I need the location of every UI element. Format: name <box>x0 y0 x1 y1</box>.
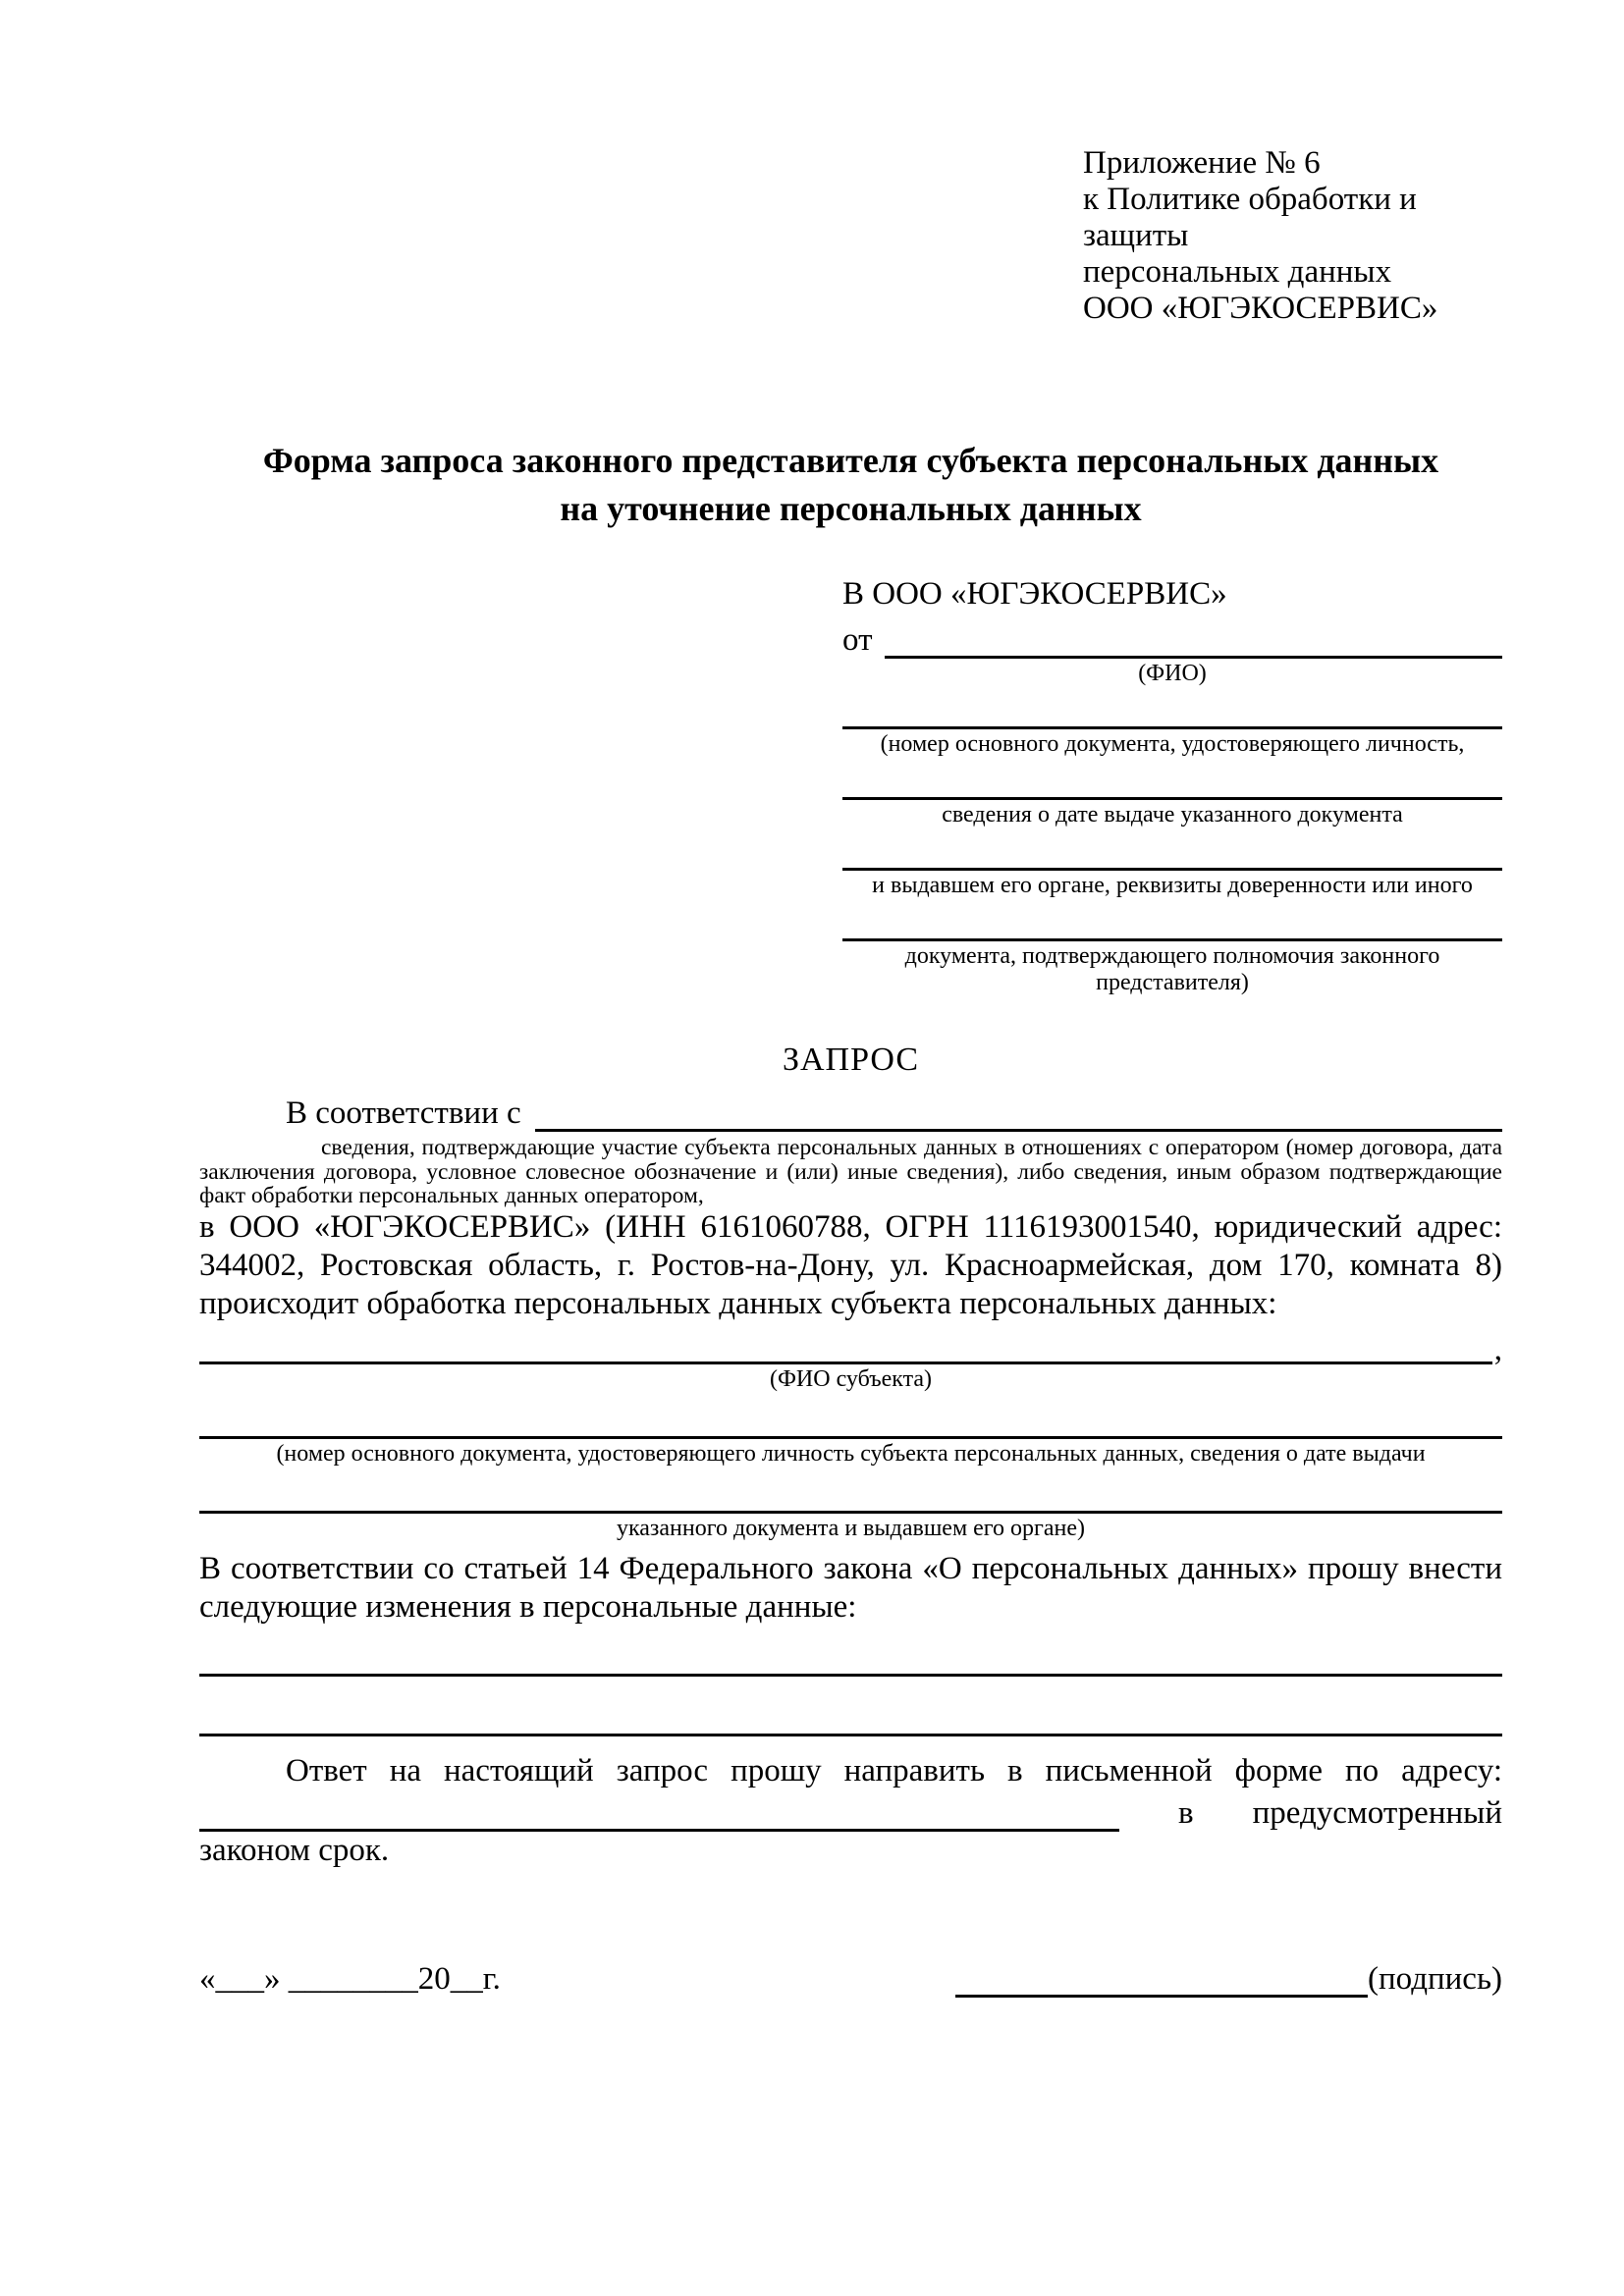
appendix-line-1: Приложение № 6 <box>1083 145 1321 181</box>
representative-document-blank <box>842 687 1502 729</box>
appendix-line-2: к Политике обработки и защиты <box>1083 182 1417 253</box>
from-label: от <box>842 622 873 658</box>
appendix-line-4: ООО «ЮГЭКОСЕРВИС» <box>1083 291 1438 326</box>
recipient-block <box>842 574 1502 996</box>
appendix-line-3: персональных данных <box>1083 254 1392 290</box>
amendment-paragraph: В соответствии со статьей 14 Федерального закона «О персональных данных» прошу внести следующие изменения в персональные данные: <box>199 1550 1502 1625</box>
issue-date-blank <box>842 758 1502 800</box>
from-row <box>842 614 1502 659</box>
signature-caption: (подпись) <box>1368 1960 1502 1997</box>
fine-print-note: сведения, подтверждающие участие субъекта персональных данных в отношениях с оператором (номер договора, дата заключения договора, условное словесное обозначение и (или) иные сведения), либо сведения, иным образом подтверждающие факт обработки персональных данных оператором, <box>199 1135 1502 1208</box>
request-heading: ЗАПРОС <box>782 1041 920 1078</box>
caption-subject-document-2: указанного документа и выдавшем его органе) <box>616 1515 1086 1541</box>
caption-fio: (ФИО) <box>1138 661 1207 686</box>
title-line-2: на уточнение персональных данных <box>560 489 1142 528</box>
reply-word-1: в <box>1178 1794 1194 1831</box>
signature-blank <box>955 1957 1368 1998</box>
operator-paragraph: в ООО «ЮГЭКОСЕРВИС» (ИНН 6161060788, ОГРН 1116193001540, юридический адрес: 344002, Ростовская область, г. Ростов-на-Дону, ул. Красноармейская, дом 170, комната 8) происходит обработка персональных данных субъекта персональных данных: <box>199 1208 1502 1321</box>
title-line-1: Форма запроса законного представителя субъекта персональных данных <box>262 441 1439 480</box>
subject-document-blank-1 <box>199 1393 1502 1439</box>
address-blank <box>199 1791 1119 1832</box>
intro-text: В соответствии с <box>286 1095 521 1131</box>
comma-after-blank: , <box>1493 1331 1502 1367</box>
date-signature-row <box>199 1956 1502 1998</box>
subject-fio-row <box>199 1323 1502 1367</box>
intro-row <box>199 1087 1502 1132</box>
caption-subject-document-1: (номер основного документа, удостоверяющего личность субъекта персональных данных, сведения о дате выдачи <box>276 1440 1426 1467</box>
subject-fio-blank <box>199 1324 1492 1364</box>
date-blank-text: «___» ________20__г. <box>199 1960 501 1997</box>
reply-word-2: предусмотренный <box>1252 1794 1502 1831</box>
document-title <box>199 437 1502 533</box>
representative-name-blank <box>885 618 1503 659</box>
reply-address-row <box>199 1790 1502 1832</box>
appendix-block <box>1083 145 1502 327</box>
caption-document-number: (номер основного документа, удостоверяющего личность, <box>880 731 1465 757</box>
basis-blank <box>535 1092 1502 1132</box>
authority-document-blank <box>842 899 1502 941</box>
subject-document-blank-2 <box>199 1468 1502 1514</box>
reply-end: законом срок. <box>199 1832 390 1868</box>
caption-subject-fio: (ФИО субъекта) <box>769 1365 933 1392</box>
amendment-blank-2 <box>199 1677 1502 1736</box>
caption-authority-document: документа, подтверждающего полномочия законного представителя) <box>904 943 1440 995</box>
reply-paragraph: Ответ на настоящий запрос прошу направить в письменной форме по адресу: <box>286 1752 1502 1789</box>
issuing-authority-blank <box>842 828 1502 871</box>
amendment-blank-1 <box>199 1627 1502 1677</box>
caption-issue-date: сведения о дате выдаче указанного документа <box>942 802 1403 828</box>
recipient-to: В ООО «ЮГЭКОСЕРВИС» <box>842 576 1227 612</box>
caption-issuing-authority: и выдавшем его органе, реквизиты доверенности или иного <box>872 873 1473 898</box>
